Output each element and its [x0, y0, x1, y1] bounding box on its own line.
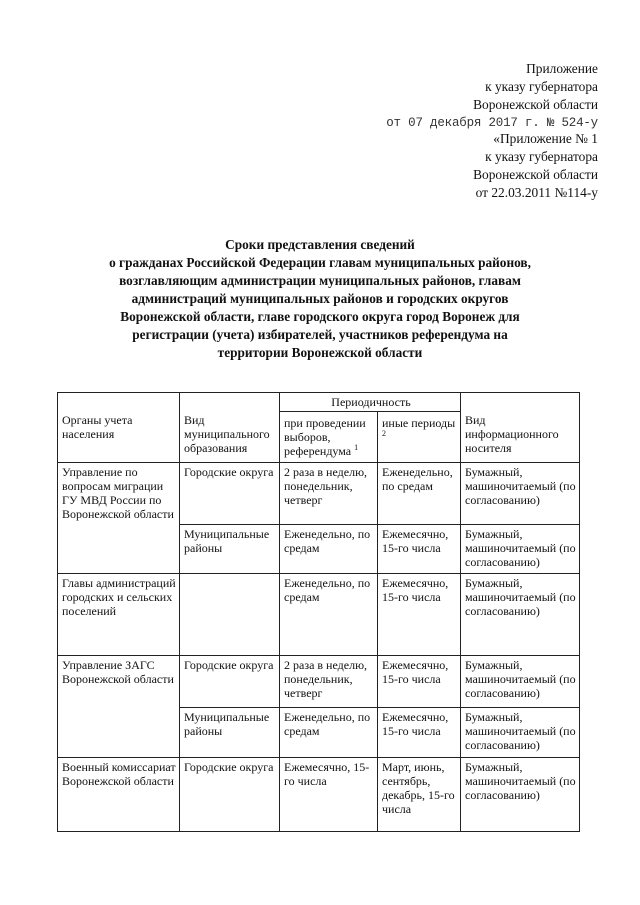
title-line: о гражданах Российской Федерации главам муниципальных районов, — [109, 255, 531, 270]
prior-appendix-decree-ref: к указу губернатора — [485, 149, 598, 164]
cell-medium: Бумажный, машиночитаемый (по согласованию) — [461, 525, 580, 574]
table-header-row — [58, 393, 580, 412]
table-row — [58, 574, 580, 656]
cell-other: Ежемесячно, 15-го числа — [378, 708, 461, 758]
appendix-title: Приложение — [526, 61, 598, 76]
title-line: администраций муниципальных районов и городских округов — [131, 291, 509, 306]
document-title — [60, 236, 580, 362]
cell-other: Ежемесячно, 15-го числа — [378, 574, 461, 656]
cell-other: Март, июнь, сентябрь, декабрь, 15-го числа — [378, 758, 461, 832]
header-other-periods — [378, 412, 461, 463]
appendix-decree-ref: к указу губернатора — [485, 79, 598, 94]
cell-medium: Бумажный, машиночитаемый (по согласованию) — [461, 758, 580, 832]
reporting-terms-table — [57, 392, 580, 832]
appendix-region: Воронежской области — [473, 97, 598, 112]
prior-appendix-date-number: от 22.03.2011 №114-у — [475, 185, 598, 200]
header-information-medium: Вид информационного носителя — [461, 393, 580, 463]
header-periodicity: Периодичность — [280, 393, 461, 412]
cell-elections: Еженедельно, по средам — [280, 574, 378, 656]
cell-org: Управление ЗАГС Воронежской области — [58, 656, 180, 758]
footnote-marker-1: 1 — [354, 443, 359, 452]
cell-org: Управление по вопросам миграции ГУ МВД России по Воронежской области — [58, 463, 180, 574]
cell-elections: Ежемесячно, 15-го числа — [280, 758, 378, 832]
prior-appendix-header — [380, 130, 598, 202]
table-row — [58, 463, 580, 525]
cell-elections: 2 раза в неделю, понедельник, четверг — [280, 463, 378, 525]
cell-type — [180, 574, 280, 656]
cell-elections: 2 раза в неделю, понедельник, четверг — [280, 656, 378, 708]
cell-org: Главы администраций городских и сельских поселений — [58, 574, 180, 656]
cell-type: Городские округа — [180, 463, 280, 525]
prior-appendix-region: Воронежской области — [473, 167, 598, 182]
title-line: возглавляющим администрации муниципальных районов, главам — [119, 273, 521, 288]
cell-other: Ежемесячно, 15-го числа — [378, 525, 461, 574]
cell-type: Городские округа — [180, 656, 280, 708]
cell-type: Муниципальные районы — [180, 525, 280, 574]
title-line: Воронежской области, главе городского округа город Воронеж для — [120, 309, 520, 324]
prior-appendix-title: «Приложение № 1 — [493, 131, 598, 146]
header-municipality-type: Вид муниципального образования — [180, 393, 280, 463]
cell-medium: Бумажный, машиночитаемый (по согласованию) — [461, 463, 580, 525]
cell-other: Ежемесячно, 15-го числа — [378, 656, 461, 708]
title-line: регистрации (учета) избирателей, участников референдума на — [132, 327, 508, 342]
table-row — [58, 758, 580, 832]
table-row — [58, 656, 580, 708]
cell-elections: Еженедельно, по средам — [280, 708, 378, 758]
header-registration-bodies: Органы учета населения — [58, 393, 180, 463]
header-other-periods-label: иные периоды — [382, 416, 456, 430]
title-line: территории Воронежской области — [217, 345, 423, 360]
cell-medium: Бумажный, машиночитаемый (по согласованию) — [461, 574, 580, 656]
cell-type: Муниципальные районы — [180, 708, 280, 758]
footnote-marker-2: 2 — [382, 429, 386, 438]
cell-medium: Бумажный, машиночитаемый (по согласованию) — [461, 708, 580, 758]
cell-medium: Бумажный, машиночитаемый (по согласованию) — [461, 656, 580, 708]
header-during-elections — [280, 412, 378, 463]
appendix-header — [380, 60, 598, 132]
title-line: Сроки представления сведений — [225, 237, 415, 252]
cell-type: Городские округа — [180, 758, 280, 832]
cell-elections: Еженедельно, по средам — [280, 525, 378, 574]
header-during-elections-label: при проведении выборов, референдума — [284, 416, 366, 458]
cell-other: Еженедельно, по средам — [378, 463, 461, 525]
appendix-date-number: от 07 декабря 2017 г. № 524-у — [386, 116, 598, 130]
cell-org: Военный комиссариат Воронежской области — [58, 758, 180, 832]
